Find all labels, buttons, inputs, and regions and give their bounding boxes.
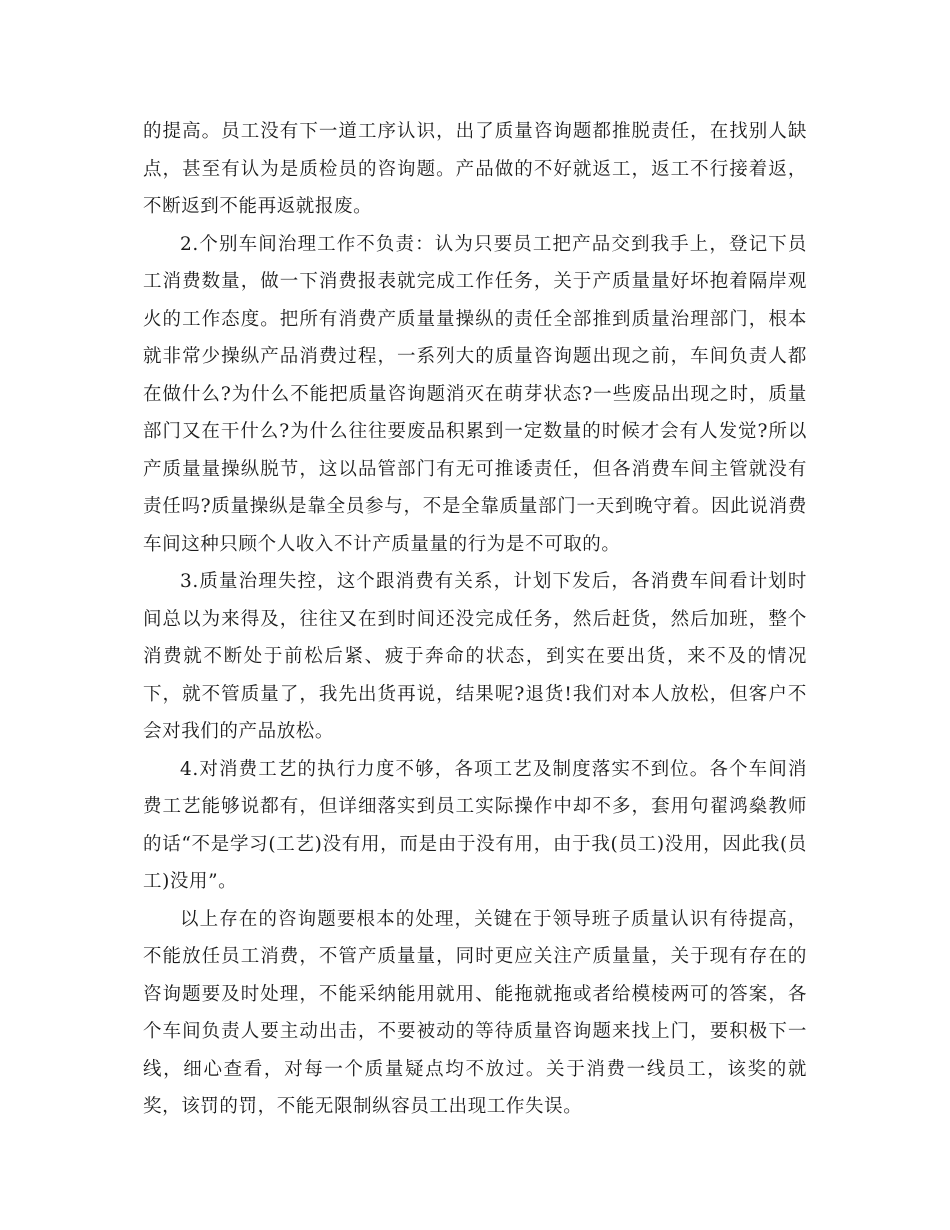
paragraph-item-4: 4.对消费工艺的执行力度不够，各项工艺及制度落实不到位。各个车间消费工艺能够说都有，但详细落实到员工实际操作中却不多，套用句翟鸿燊教师的话“不是学习(工艺)没有用，而是由于没有用，由于我(员工)没用，因此我(员工)没用”。 — [143, 758, 807, 892]
paragraph-conclusion: 以上存在的咨询题要根本的处理，关键在于领导班子质量认识有待提高，不能放任员工消费，不管产质量量，同时更应关注产质量量，关于现有存在的咨询题要及时处理，不能采纳能用就用、能拖就拖或者给模棱两可的答案，各个车间负责人要主动出击，不要被动的等待质量咨询题来找上门，要积极下一线，细心查看，对每一个质量疑点均不放过。关于消费一线员工，该奖的就奖，该罚的罚，不能无限制纵容员工出现工作失误。 — [143, 908, 807, 1117]
paragraph-continuation: 的提高。员工没有下一道工序认识，出了质量咨询题都推脱责任，在找别人缺点，甚至有认为是质检员的咨询题。产品做的不好就返工，返工不行接着返，不断返到不能再返就报废。 — [143, 121, 807, 217]
document-body — [143, 113, 807, 1126]
paragraph-item-2: 2.个别车间治理工作不负责：认为只要员工把产品交到我手上，登记下员工消费数量，做一下消费报表就完成工作任务，关于产质量量好坏抱着隔岸观火的工作态度。把所有消费产质量量操纵的责任全部推到质量治理部门，根本就非常少操纵产品消费过程，一系列大的质量咨询题出现之前，车间负责人都在做什么?为什么不能把质量咨询题消灭在萌芽状态?一些废品出现之时，质量部门又在干什么?为什么往往要废品积累到一定数量的时候才会有人发觉?所以产质量量操纵脱节，这以品管部门有无可推诿责任，但各消费车间主管就没有责任吗?质量操纵是靠全员参与，不是全靠质量部门一天到晚守着。因此说消费车间这种只顾个人收入不计产质量量的行为是不可取的。 — [143, 233, 807, 555]
paragraph-item-3: 3.质量治理失控，这个跟消费有关系，计划下发后，各消费车间看计划时间总以为来得及，往往又在到时间还没完成任务，然后赶货，然后加班，整个消费就不断处于前松后紧、疲于奔命的状态，到实在要出货，来不及的情况下，就不管质量了，我先出货再说，结果呢?退货!我们对本人放松，但客户不会对我们的产品放松。 — [143, 571, 807, 742]
